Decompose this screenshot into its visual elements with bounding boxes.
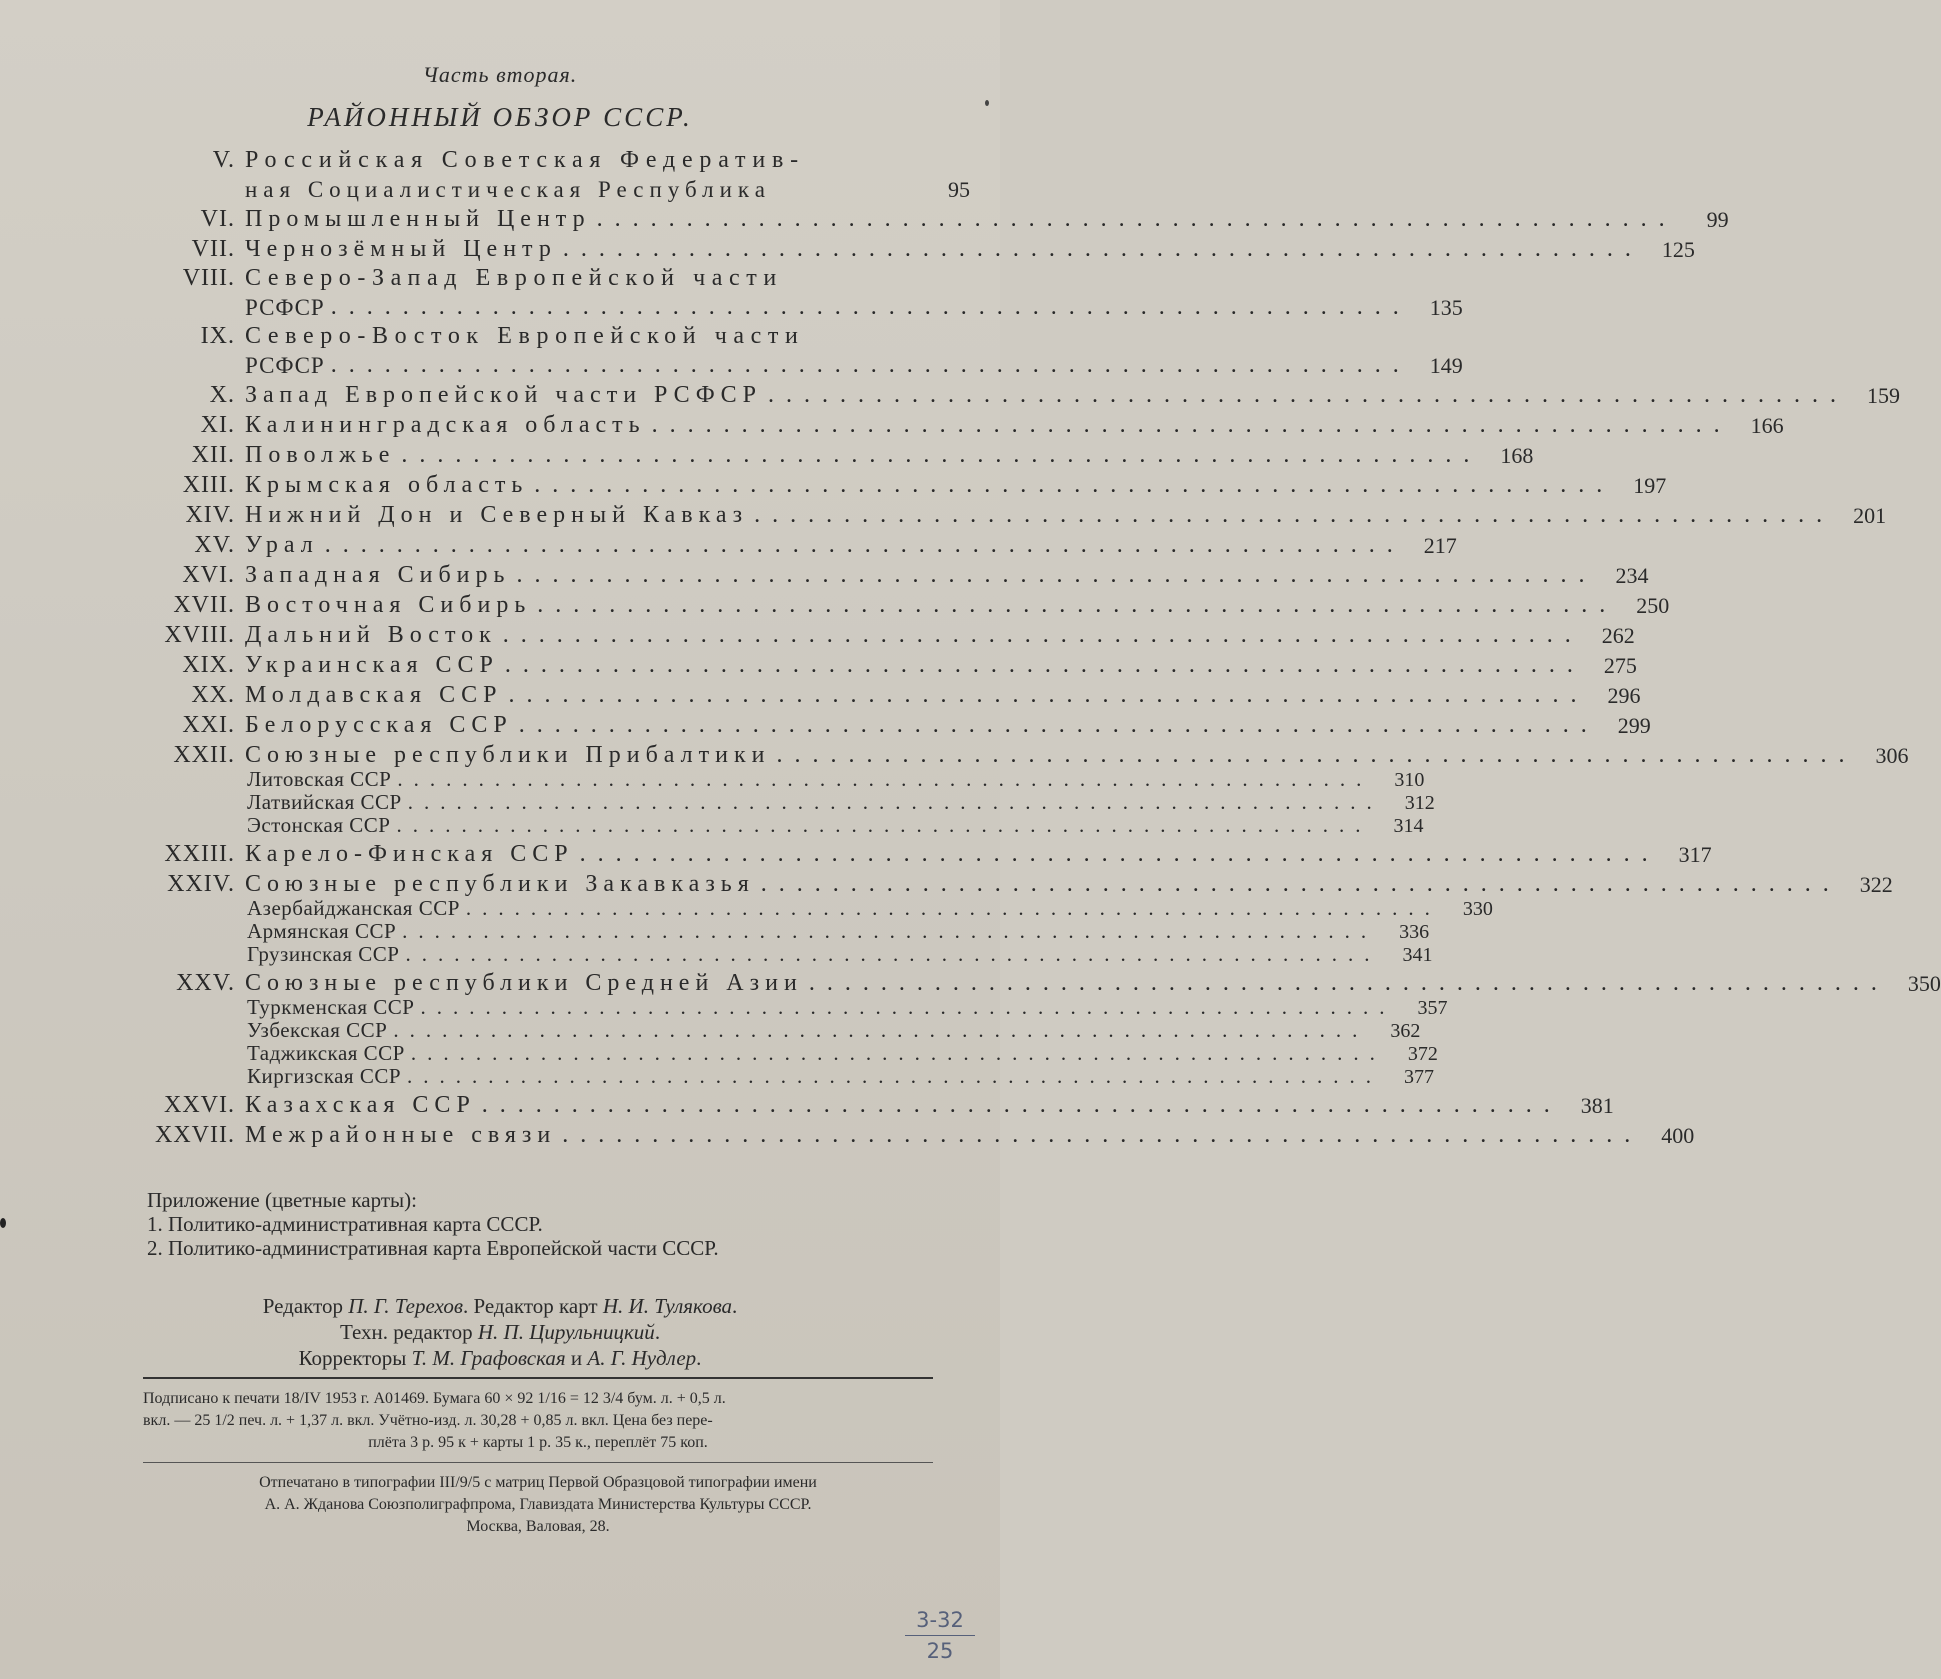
toc-entry-number: XIV. [185, 502, 235, 528]
toc-entry-page: 381 [1580, 1093, 1614, 1118]
leader-dots: ............................................................ [596, 206, 1677, 232]
leader-dots: ............................................................ [534, 472, 1615, 498]
toc-subentry-page: 341 [1402, 944, 1433, 966]
toc-entry [140, 263, 1463, 321]
toc-entry-title: Поволжье [245, 442, 396, 468]
toc-entry-title-line2: РСФСР [245, 295, 325, 320]
toc-entry-number: XV. [194, 532, 235, 558]
toc-entry-page: 317 [1678, 842, 1712, 867]
toc-entry [140, 679, 1641, 709]
toc-entry-number: XX. [191, 682, 235, 708]
toc-subentry-page: 362 [1390, 1020, 1421, 1042]
toc-entry-page: 400 [1661, 1123, 1695, 1148]
leader-dots: ............................................................ [651, 412, 1732, 438]
toc-entry-page: 275 [1603, 653, 1637, 678]
proof-name-1: Т. М. Графовская [411, 1346, 566, 1370]
toc-entry-number: XXII. [173, 742, 235, 768]
toc-subentry-page: 314 [1393, 815, 1424, 837]
toc-entry-number: XXIV. [167, 871, 235, 897]
credits [0, 1293, 1000, 1371]
toc-entry-title: Калининградская область [245, 412, 646, 438]
toc-subentry [140, 790, 1435, 815]
stamp-bottom: 25 [905, 1635, 975, 1666]
toc-entry-page: 299 [1617, 713, 1651, 738]
toc-entry [140, 709, 1651, 739]
toc-entry-number: XXV. [176, 970, 235, 996]
toc-entry-number: IX. [200, 323, 235, 349]
tech-editor-name: Н. П. Цирульницкий [477, 1320, 655, 1344]
toc-entry-page: 168 [1500, 443, 1534, 468]
proof-and: и [570, 1346, 583, 1370]
leader-dots: ............................................................ [401, 442, 1482, 468]
toc-subentry-title: Таджикская ССР [247, 1041, 405, 1065]
toc-subentry-title: Азербайджанская ССР [247, 896, 460, 920]
toc-group-e [140, 1089, 1695, 1149]
leader-dots: ............................................................ [410, 1041, 1386, 1065]
leader-dots: ............................................................ [504, 652, 1585, 678]
toc-entry [140, 868, 1893, 898]
toc-subentry [140, 942, 1433, 967]
toc-entry [140, 619, 1635, 649]
toc-entry-page: 159 [1867, 383, 1901, 408]
leader-dots: ............................................................ [330, 294, 1411, 320]
imprint-line: Подписано к печати 18/IV 1953 г. А01469. Бумага 60 × 92 1/16 = 12 3/4 бум. л. + 0,5 л. [143, 1390, 726, 1407]
toc-subentry [140, 995, 1448, 1020]
printer-line: Москва, Валовая, 28. [466, 1518, 610, 1535]
toc-entry-title-line1: Северо-Восток Европейской части [245, 323, 805, 349]
appendix-heading: Приложение (цветные карты): [147, 1188, 417, 1212]
toc-entry-page: 262 [1601, 623, 1635, 648]
table-of-contents [140, 145, 1941, 1149]
toc-entry-number: XXIII. [164, 841, 235, 867]
toc-entry [140, 649, 1637, 679]
toc-entry-page: 99 [1706, 207, 1729, 232]
imprint-line: плёта 3 р. 95 к + карты 1 р. 35 к., переплёт 75 коп. [368, 1434, 708, 1451]
imprint-block [143, 1388, 933, 1454]
toc-entry-title-line1: Российская Советская Федератив- [245, 147, 805, 173]
toc-entry-page: 166 [1750, 413, 1784, 438]
leader-dots: ............................................................ [754, 502, 1835, 528]
toc-entry-page: 197 [1633, 473, 1667, 498]
toc-subentry-page: 312 [1404, 792, 1435, 814]
leader-dots: ............................................................ [768, 382, 1849, 408]
printer-line: Отпечатано в типографии III/9/5 с матриц Первой Образцовой типографии имени [259, 1474, 817, 1491]
proof-name-2: А. Г. Нудлер [587, 1346, 697, 1370]
toc-subentry-title: Грузинская ССР [247, 942, 400, 966]
appendix-item: 1. Политико-административная карта СССР. [147, 1212, 543, 1236]
map-editor-label: Редактор карт [473, 1294, 598, 1318]
toc-entry-title: Промышленный Центр [245, 206, 591, 232]
toc-group-d [140, 967, 1941, 997]
divider-rule [143, 1377, 933, 1379]
toc-entry-page: 149 [1429, 353, 1463, 378]
toc-entry-title-block [245, 145, 970, 203]
toc-entry-number: XI. [200, 412, 235, 438]
leader-dots: ............................................................ [407, 790, 1383, 814]
credits-line-proof: Корректоры Т. М. Графовская и А. Г. Нудлер. [298, 1346, 702, 1370]
toc-entry-number: XVIII. [164, 622, 235, 648]
toc-entry-number: XVII. [173, 592, 235, 618]
toc-entry-title: Восточная Сибирь [245, 592, 532, 618]
part-label: Часть вторая. [422, 62, 578, 87]
imprint-line: вкл. — 25 1/2 печ. л. + 1,37 л. вкл. Учётно-изд. л. 30,28 + 0,85 л. вкл. Цена без пере- [143, 1412, 713, 1429]
editor-label: Редактор [262, 1294, 343, 1318]
leader-dots: ............................................................ [397, 767, 1373, 791]
leader-dots: ............................................................ [760, 871, 1841, 897]
toc-subentry [140, 1064, 1435, 1089]
toc-entry-title-line2: ная Социалистическая Республика [245, 177, 771, 202]
toc-entry-title: Крымская область [245, 472, 529, 498]
toc-entry-number: XXVI. [164, 1092, 235, 1118]
leader-dots: ............................................................ [396, 813, 1372, 837]
toc-entry [140, 589, 1670, 619]
toc-group-a [140, 203, 1729, 263]
toc-entry [140, 321, 1463, 379]
toc-entry [140, 499, 1887, 529]
tech-editor-label: Техн. редактор [339, 1320, 473, 1344]
toc-entry-number: XXVII. [155, 1122, 235, 1148]
leader-dots: ............................................................ [393, 1018, 1369, 1042]
leader-dots: ............................................................ [562, 1122, 1643, 1148]
appendix [147, 1188, 719, 1260]
toc-entry-title: Карело-Финская ССР [245, 841, 574, 867]
toc-subentry-title: Узбекская ССР [247, 1018, 388, 1042]
toc-subentry-title: Эстонская ССР [247, 813, 391, 837]
toc-entry-number: V. [212, 147, 235, 173]
credits-line-editors: Редактор П. Г. Терехов. Редактор карт Н. И. Тулякова. [262, 1294, 738, 1318]
toc-subentry-page: 330 [1462, 898, 1493, 920]
toc-entry [140, 469, 1667, 499]
divider-rule [143, 1462, 933, 1463]
leader-dots: ............................................................ [465, 896, 1441, 920]
toc-entry-number: VI. [200, 206, 235, 232]
leader-dots: ............................................................ [330, 352, 1411, 378]
toc-group-b [140, 379, 1909, 769]
toc-entry-page: 306 [1875, 743, 1909, 768]
toc-entry-title: Украинская ССР [245, 652, 499, 678]
toc-entry-page: 234 [1615, 563, 1649, 588]
toc-entry [140, 838, 1712, 868]
leader-dots: ............................................................ [562, 236, 1643, 262]
toc-entry-title: Белорусская ССР [245, 712, 513, 738]
toc-entry-page: 125 [1661, 237, 1695, 262]
editor-name: П. Г. Терехов [348, 1294, 463, 1318]
toc-entry-title: Союзные республики Прибалтики [245, 742, 771, 768]
toc-subentry-page: 336 [1399, 921, 1430, 943]
toc-subentry [140, 767, 1425, 792]
section-title: РАЙОННЫЙ ОБЗОР СССР. [307, 102, 693, 132]
toc-entry-page: 217 [1423, 533, 1457, 558]
toc-subentry-page: 310 [1394, 769, 1425, 791]
toc-sub-caucasus [140, 896, 1493, 967]
toc-entry-title-line2: РСФСР [245, 353, 325, 378]
toc-entry [140, 559, 1649, 589]
toc-subentry-title: Литовская ССР [247, 767, 392, 791]
toc-entry [140, 233, 1695, 263]
toc-entry-page: 135 [1429, 295, 1463, 320]
toc-entry-title: Урал [245, 532, 319, 558]
credits-line-tech: Техн. редактор Н. П. Цирульницкий. [339, 1320, 661, 1344]
toc-group-two-line [140, 263, 1463, 379]
toc-entry [140, 529, 1457, 559]
toc-entry [140, 379, 1901, 409]
toc-entry-number: XXI. [182, 712, 235, 738]
toc-entry-page: 350 [1907, 971, 1941, 996]
leader-dots: ............................................................ [808, 970, 1889, 996]
leader-dots: ............................................................ [516, 562, 1597, 588]
printer-line: А. А. Жданова Союзполиграфпрома, Главиздата Министерства Культуры СССР. [264, 1496, 812, 1513]
leader-dots: ............................................................ [324, 532, 1405, 558]
leader-dots: ............................................................ [579, 841, 1660, 867]
proof-label: Корректоры [298, 1346, 407, 1370]
appendix-item: 2. Политико-административная карта Европейской части СССР. [147, 1236, 719, 1260]
toc-entry-title: Союзные республики Закавказья [245, 871, 755, 897]
toc-entry-title-line1: Северо-Запад Европейской части [245, 265, 783, 291]
leader-dots: ............................................................ [508, 682, 1589, 708]
toc-subentry [140, 1018, 1421, 1043]
toc-entry-page: 322 [1859, 872, 1893, 897]
toc-entry [140, 967, 1941, 997]
toc-entry-title: Казахская ССР [245, 1092, 476, 1118]
toc-entry-number: VIII. [182, 265, 235, 291]
toc-entry-title: Молдавская ССР [245, 682, 503, 708]
toc-subentry [140, 1041, 1438, 1066]
toc-entry-page: 296 [1607, 683, 1641, 708]
toc-subentry-title: Армянская ССР [247, 919, 397, 943]
stamp-top: 3-32 [916, 1608, 964, 1632]
toc-entry-number: X. [209, 382, 235, 408]
leader-dots: ............................................................ [402, 919, 1378, 943]
toc-entry [140, 439, 1534, 469]
toc-entry-title: Межрайонные связи [245, 1122, 557, 1148]
toc-subentry [140, 919, 1430, 944]
leader-dots: ............................................................ [481, 1092, 1562, 1118]
printer-block [143, 1472, 933, 1538]
leader-dots: ............................................................ [537, 592, 1618, 618]
leader-dots: ............................................................ [518, 712, 1599, 738]
toc-entry-title: Чернозёмный Центр [245, 236, 557, 262]
toc-entry-title: Союзные республики Средней Азии [245, 970, 803, 996]
toc-entry-title: Западная Сибирь [245, 562, 511, 588]
toc-entry-title: Запад Европейской части РСФСР [245, 382, 763, 408]
toc-subentry-title: Латвийская ССР [247, 790, 402, 814]
toc-subentry-title: Туркменская ССР [247, 995, 415, 1019]
leader-dots: ............................................................ [502, 622, 1583, 648]
toc-subentry-page: 372 [1407, 1043, 1438, 1065]
toc-entry-number: XVI. [182, 562, 235, 588]
ink-speck [985, 100, 989, 106]
toc-entry-page: 201 [1853, 503, 1887, 528]
leader-dots: ............................................................ [776, 742, 1857, 768]
map-editor-name: Н. И. Тулякова [602, 1294, 733, 1318]
toc-sub-asia [140, 995, 1448, 1089]
toc-entry-title: Дальний Восток [245, 622, 497, 648]
ink-speck [0, 1218, 6, 1228]
toc-entry [140, 1089, 1614, 1119]
leader-dots: ............................................................ [420, 995, 1396, 1019]
toc-subentry [140, 813, 1424, 838]
toc-subentry-title: Киргизская ССР [247, 1064, 402, 1088]
leader-dots: ............................................................ [407, 1064, 1383, 1088]
toc-subentry-page: 377 [1404, 1066, 1435, 1088]
toc-entry-v [140, 145, 970, 203]
toc-entry-title: Нижний Дон и Северный Кавказ [245, 502, 749, 528]
toc-entry [140, 739, 1909, 769]
toc-entry [140, 203, 1729, 233]
toc-sub-baltic [140, 767, 1435, 838]
handwritten-stamp [905, 1605, 975, 1666]
toc-entry-page: 95 [948, 177, 970, 202]
leader-dots: ............................................................ [405, 942, 1381, 966]
toc-subentry-page: 357 [1417, 997, 1448, 1019]
toc-entry [140, 409, 1784, 439]
toc-entry-number: XII. [191, 442, 235, 468]
toc-entry [140, 1119, 1695, 1149]
toc-entry-page: 250 [1636, 593, 1670, 618]
toc-entry-number: XIX. [182, 652, 235, 678]
toc-subentry [140, 896, 1493, 921]
toc-entry-number: XIII. [182, 472, 235, 498]
toc-entry-number: VII. [191, 236, 235, 262]
toc-group-c [140, 838, 1893, 898]
